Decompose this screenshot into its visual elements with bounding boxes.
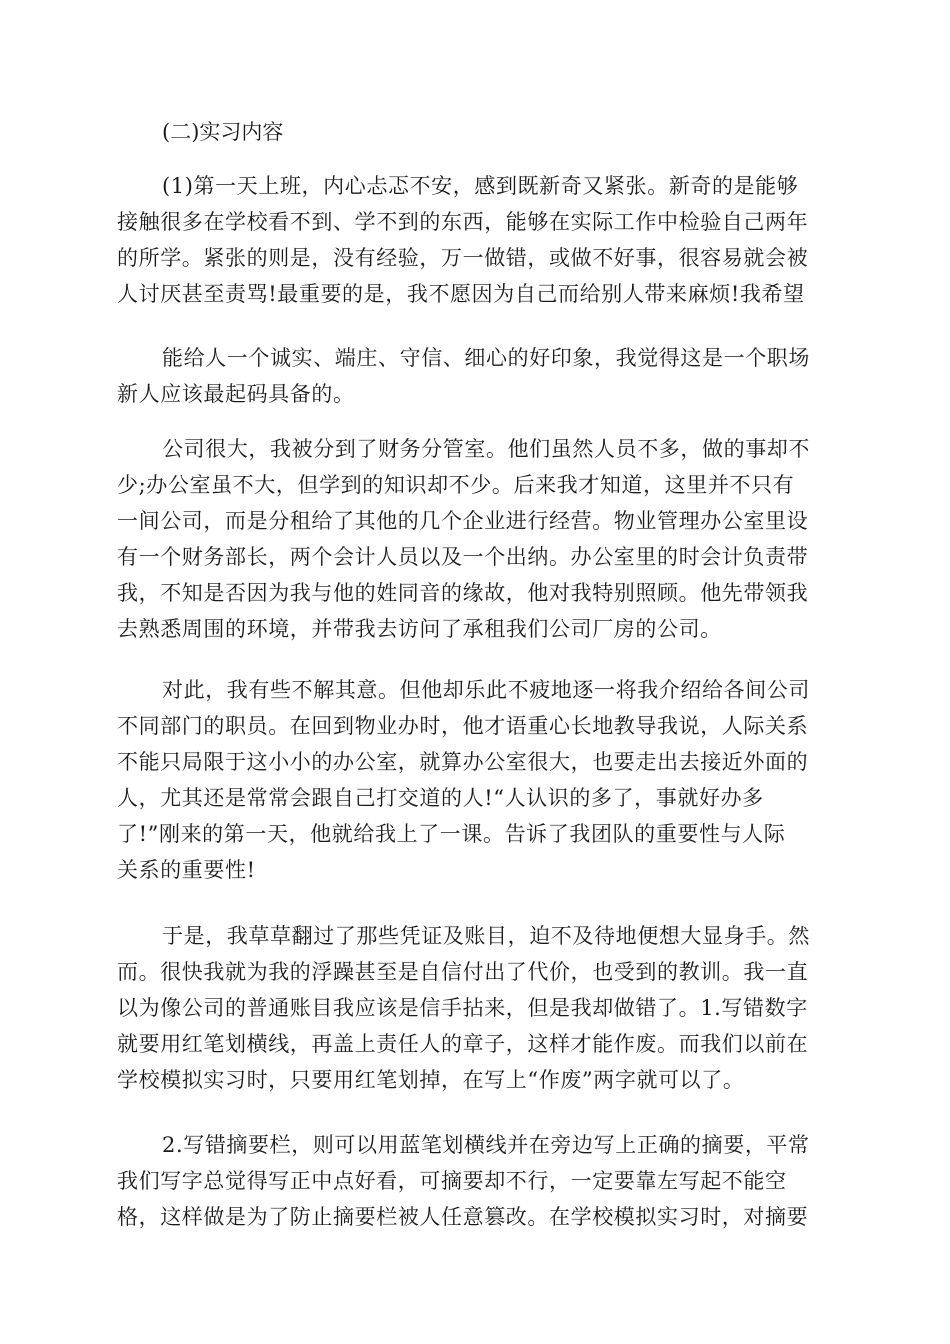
text-line: 一间公司，而是分租给了其他的几个企业进行经营。物业管理办公室里设 xyxy=(117,509,809,533)
text-line: 我，不知是否因为我与他的姓同音的缘故，他对我特别照顾。他先带领我 xyxy=(117,581,809,605)
paragraph-4 xyxy=(117,672,833,888)
text-line: 接触很多在学校看不到、学不到的东西，能够在实际工作中检验自己两年 xyxy=(117,210,809,234)
text-line: 去熟悉周围的环境，并带我去访问了承租我们公司厂房的公司。 xyxy=(117,617,722,641)
text-line: 对此，我有些不解其意。但他却乐此不疲地逐一将我介绍给各间公司 xyxy=(162,678,810,702)
text-line: 公司很大，我被分到了财务分管室。他们虽然人员不多，做的事却不 xyxy=(162,437,810,461)
text-line: 以为像公司的普通账目我应该是信手拈来，但是我却做错了。1.写错数字 xyxy=(117,996,808,1020)
text-line: 不能只局限于这小小的办公室，就算办公室很大，也要走出去接近外面的 xyxy=(117,750,809,774)
text-line: 我们写字总觉得写正中点好看，可摘要却不行，一定要靠左写起不能空 xyxy=(117,1169,787,1193)
text-line: 了!”刚来的第一天，他就给我上了一课。告诉了我团队的重要性与人际 xyxy=(117,822,786,846)
text-line: 而。很快我就为我的浮躁甚至是自信付出了代价，也受到的教训。我一直 xyxy=(117,960,809,984)
text-line: 人，尤其还是常常会跟自己打交道的人!“人认识的多了，事就好办多 xyxy=(117,786,764,810)
text-line: 格，这样做是为了防止摘要栏被人任意篡改。在学校模拟实习时，对摘要 xyxy=(117,1205,809,1229)
text-line: 于是，我草草翻过了那些凭证及账目，迫不及待地便想大显身手。然 xyxy=(162,924,810,948)
text-line: 人讨厌甚至责骂!最重要的是，我不愿因为自己而给别人带来麻烦!我希望 xyxy=(117,282,805,306)
paragraph-2 xyxy=(117,340,833,412)
paragraph-5 xyxy=(117,918,833,1098)
text-line: 2.写错摘要栏，则可以用蓝笔划横线并在旁边写上正确的摘要，平常 xyxy=(162,1133,810,1157)
text-line: 少;办公室虽不大，但学到的知识却不少。后来我才知道，这里并不只有 xyxy=(117,473,795,497)
section-heading: (二)实习内容 xyxy=(162,120,284,144)
text-line: 就要用红笔划横线，再盖上责任人的章子，这样才能作废。而我们以前在 xyxy=(117,1032,809,1056)
text-line: 的所学。紧张的则是，没有经验，万一做错，或做不好事，很容易就会被 xyxy=(117,246,809,270)
paragraph-6 xyxy=(117,1127,833,1235)
text-line: 新人应该最起码具备的。 xyxy=(117,382,355,406)
paragraph-1 xyxy=(117,168,833,312)
text-line: 关系的重要性! xyxy=(117,858,256,882)
paragraph-3 xyxy=(117,431,833,647)
text-line: 学校模拟实习时，只要用红笔划掉，在写上“作废”两字就可以了。 xyxy=(117,1068,745,1092)
text-line: 能给人一个诚实、端庄、守信、细心的好印象，我觉得这是一个职场 xyxy=(162,346,810,370)
text-line: 有一个财务部长，两个会计人员以及一个出纳。办公室里的时会计负责带 xyxy=(117,545,809,569)
text-line: 不同部门的职员。在回到物业办时，他才语重心长地教导我说，人际关系 xyxy=(117,714,809,738)
text-line: (1)第一天上班，内心忐忑不安，感到既新奇又紧张。新奇的是能够 xyxy=(162,174,799,198)
